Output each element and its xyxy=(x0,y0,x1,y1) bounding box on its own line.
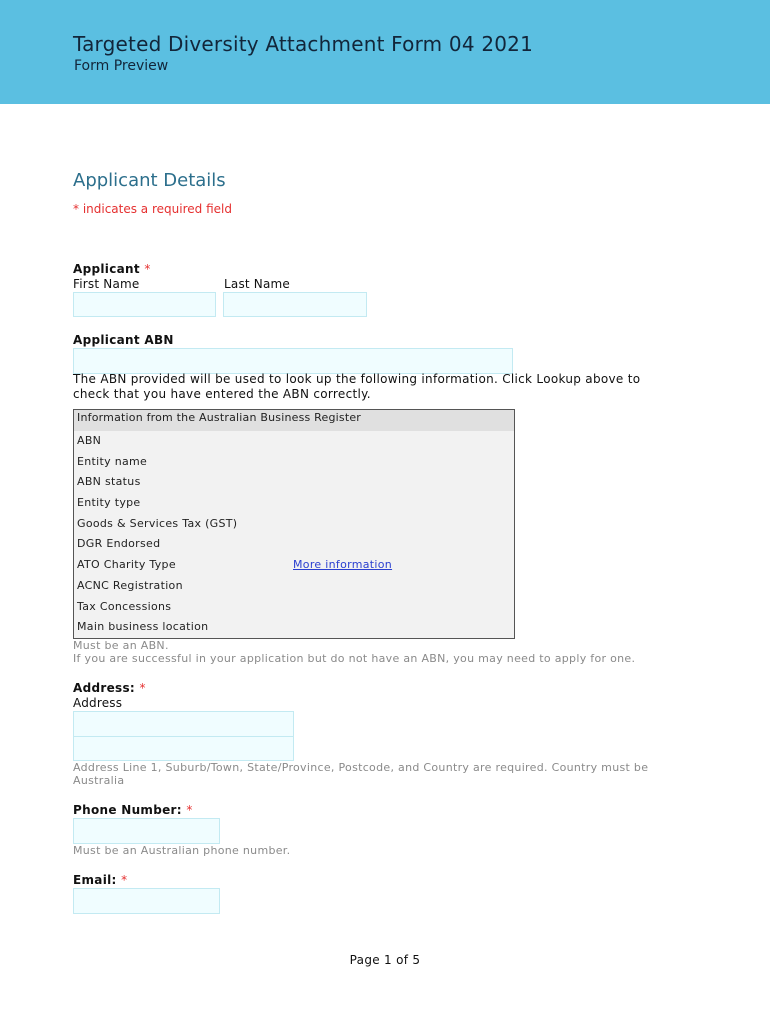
page-number: Page 1 of 5 xyxy=(349,953,421,967)
more-information-link[interactable]: More information xyxy=(293,558,393,572)
abn-description: The ABN provided will be used to look up the following information. Click Lookup above to check that you have entered the ABN correctly. xyxy=(73,372,641,401)
address-label xyxy=(73,681,146,695)
abr-row-label: Entity name xyxy=(77,454,148,468)
abn-help-1: Must be an ABN. xyxy=(73,639,169,652)
abr-row-label: ATO Charity Type xyxy=(77,558,176,572)
abr-row-dgr xyxy=(74,534,514,555)
abr-row-tax-concessions xyxy=(74,597,514,618)
phone-help: Must be an Australian phone number. xyxy=(73,844,291,857)
last-name-input[interactable] xyxy=(223,292,367,317)
abr-row-label: Tax Concessions xyxy=(77,599,172,613)
address-label-text: Address: xyxy=(73,681,136,695)
abn-input[interactable] xyxy=(73,348,513,374)
phone-label-text: Phone Number: xyxy=(73,803,182,817)
form-subtitle: Form Preview xyxy=(74,58,169,74)
abr-row-label: ABN xyxy=(77,434,102,447)
abr-row-acnc xyxy=(74,576,514,597)
required-field-note: * indicates a required field xyxy=(73,202,232,216)
last-name-label: Last Name xyxy=(224,277,291,291)
first-name-label: First Name xyxy=(73,277,140,291)
abr-row-label: DGR Endorsed xyxy=(77,537,161,551)
address-line-1-input[interactable] xyxy=(73,711,294,737)
abn-help-2: If you are successful in your application but do not have an ABN, you may need to apply for one. xyxy=(73,652,636,665)
abn-label: Applicant ABN xyxy=(73,333,174,347)
abr-row-charity-type xyxy=(74,555,514,576)
required-star: * xyxy=(121,873,128,887)
first-name-input[interactable] xyxy=(73,292,216,317)
abr-row-business-location xyxy=(74,617,514,638)
abr-row-gst xyxy=(74,514,514,535)
email-label xyxy=(73,873,127,887)
abr-row-abn-status xyxy=(74,472,514,493)
address-sublabel: Address xyxy=(73,696,123,710)
section-title: Applicant Details xyxy=(73,170,226,191)
header-banner xyxy=(0,0,770,104)
address-help: Address Line 1, Suburb/Town, State/Province, Postcode, and Country are required. Country must be Australia xyxy=(73,761,649,787)
applicant-label-text: Applicant xyxy=(73,262,140,276)
required-star: * xyxy=(139,681,146,695)
abr-table-header: Information from the Australian Business Register xyxy=(74,410,514,431)
email-label-text: Email: xyxy=(73,873,117,887)
form-title: Targeted Diversity Attachment Form 04 2021 xyxy=(73,32,534,56)
phone-label xyxy=(73,803,193,817)
abr-row-label: Goods & Services Tax (GST) xyxy=(77,516,238,530)
required-star: * xyxy=(144,262,151,276)
required-star: * xyxy=(186,803,193,817)
abr-row-label: Main business location xyxy=(77,620,209,634)
address-line-2-input[interactable] xyxy=(73,736,294,761)
applicant-label xyxy=(73,262,151,276)
abr-info-table xyxy=(73,409,515,639)
abr-row-label: Entity type xyxy=(77,496,141,510)
abr-row-label: ACNC Registration xyxy=(77,578,183,592)
email-input[interactable] xyxy=(73,888,220,914)
phone-input[interactable] xyxy=(73,818,220,844)
abr-row-entity-type xyxy=(74,493,514,514)
abr-row-entity-name xyxy=(74,452,514,473)
abr-row-abn xyxy=(74,431,514,452)
abr-row-label: ABN status xyxy=(77,475,141,489)
